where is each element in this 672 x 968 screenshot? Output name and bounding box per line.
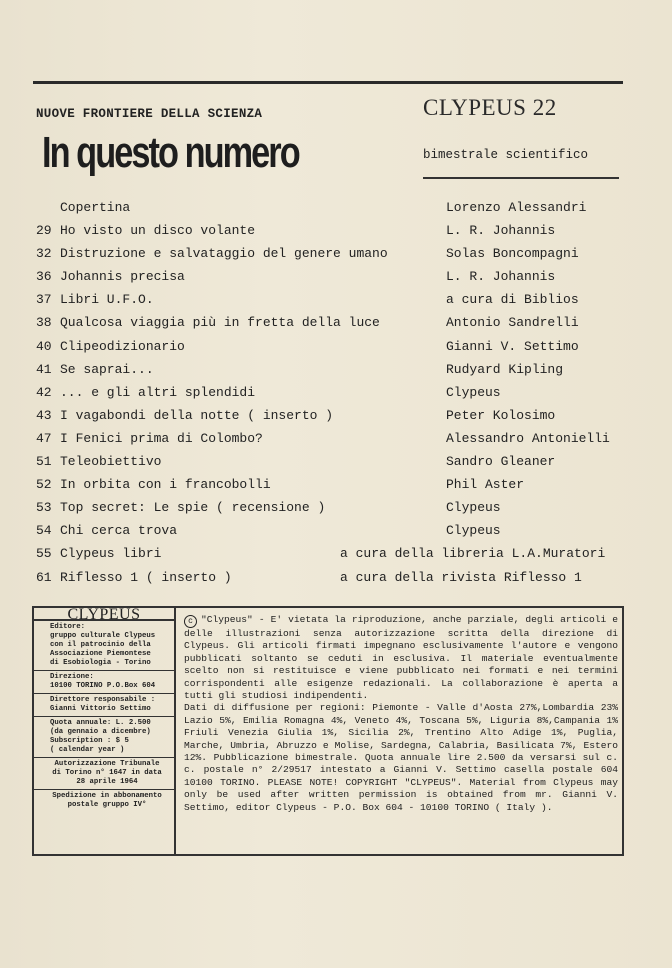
toc-author: Clypeus <box>446 523 501 539</box>
sidebar-line: di Esobiologia - Torino <box>50 659 151 667</box>
toc-page-number: 61 <box>36 569 52 585</box>
toc-author: Phil Aster <box>446 477 525 493</box>
toc-title: Se saprai... <box>60 361 154 377</box>
toc-title: Teleobiettivo <box>60 454 162 470</box>
sidebar-line: 10100 TORINO P.O.Box 604 <box>50 682 156 690</box>
table-of-contents <box>0 199 672 592</box>
toc-author: a cura della libreria L.A.Muratori <box>340 546 606 562</box>
toc-author: Rudyard Kipling <box>446 361 564 377</box>
section-title: NUOVE FRONTIERE DELLA SCIENZA <box>36 107 263 121</box>
toc-author: Gianni V. Settimo <box>446 338 579 354</box>
sidebar-line: gruppo culturale Clypeus <box>50 632 156 640</box>
toc-row <box>0 430 672 453</box>
toc-title: Distruzione e salvataggio del genere umano <box>60 246 388 262</box>
toc-page-number: 53 <box>36 500 52 516</box>
sidebar-line: Spedizione in abbonamento <box>52 792 162 800</box>
top-rule <box>33 81 623 84</box>
direction-block <box>34 670 174 693</box>
toc-page-number: 29 <box>36 223 52 239</box>
toc-page-number: 54 <box>36 523 52 539</box>
toc-author: Clypeus <box>446 384 501 400</box>
sidebar-line: Gianni Vittorio Settimo <box>50 705 151 713</box>
sidebar-line: ( calendar year ) <box>50 746 125 754</box>
toc-author: Peter Kolosimo <box>446 407 556 423</box>
toc-page-number: 32 <box>36 246 52 262</box>
toc-row <box>0 569 672 592</box>
toc-row <box>0 245 672 268</box>
toc-row <box>0 314 672 337</box>
sidebar-line: Autorizzazione Tribunale <box>54 760 160 768</box>
sidebar-line: postale gruppo IV° <box>67 801 147 809</box>
toc-row <box>0 199 672 222</box>
sidebar-line: con il patrocinio della <box>50 641 151 649</box>
toc-title: Riflesso 1 ( inserto ) <box>60 569 232 585</box>
sidebar-line: di Torino n° 1647 in data <box>52 769 162 777</box>
magazine-rule <box>423 177 619 179</box>
colophon-sidebar <box>34 608 176 854</box>
toc-title: Top secret: Le spie ( recensione ) <box>60 500 326 516</box>
toc-author: Antonio Sandrelli <box>446 315 579 331</box>
toc-row <box>0 291 672 314</box>
toc-page-number: 51 <box>36 454 52 470</box>
toc-row <box>0 476 672 499</box>
toc-author: L. R. Johannis <box>446 269 556 285</box>
editor-block <box>34 619 174 670</box>
sidebar-line: 28 aprile 1964 <box>76 778 138 786</box>
toc-page-number: 40 <box>36 338 52 354</box>
toc-row <box>0 407 672 430</box>
toc-title: Copertina <box>60 200 131 215</box>
toc-row <box>0 361 672 384</box>
toc-row <box>0 522 672 545</box>
sidebar-line: Direttore responsabile : <box>50 696 156 704</box>
toc-title: Clipeodizionario <box>60 338 185 354</box>
toc-author: a cura di Biblios <box>446 292 579 308</box>
toc-row <box>0 499 672 522</box>
toc-title: Clypeus libri <box>60 546 162 562</box>
sidebar-line: Direzione: <box>50 673 94 681</box>
toc-page-number: 55 <box>36 546 52 562</box>
toc-row <box>0 453 672 476</box>
toc-title: I Fenici prima di Colombo? <box>60 430 263 446</box>
magazine-subtitle: bimestrale scientifico <box>423 148 589 162</box>
sidebar-line: Quota annuale: L. 2.500 <box>50 719 151 727</box>
toc-title: Ho visto un disco volante <box>60 223 256 239</box>
toc-title: Qualcosa viaggia più in fretta della luce <box>60 315 380 331</box>
page-title: In questo numero <box>42 128 299 177</box>
toc-author: L. R. Johannis <box>446 223 556 239</box>
shipping-block <box>34 789 174 812</box>
toc-page-number: 52 <box>36 477 52 493</box>
toc-page-number: 47 <box>36 430 52 446</box>
toc-page-number: 38 <box>36 315 52 331</box>
toc-title: Libri U.F.O. <box>60 292 154 308</box>
subscription-block <box>34 716 174 757</box>
sidebar-line: Subscription : $ 5 <box>50 737 129 745</box>
sidebar-title: CLYPEUS <box>67 606 141 623</box>
director-block <box>34 693 174 716</box>
sidebar-line: Associazione Piemontese <box>50 650 151 658</box>
sidebar-line: Editore: <box>50 623 86 631</box>
toc-title: Johannis precisa <box>60 269 185 285</box>
toc-page-number: 41 <box>36 361 52 377</box>
toc-author: Clypeus <box>446 500 501 516</box>
toc-author: Solas Boncompagni <box>446 246 579 262</box>
toc-row <box>0 545 672 568</box>
sidebar-line: (da gennaio a dicembre) <box>50 728 151 736</box>
toc-title: In orbita con i francobolli <box>60 477 271 493</box>
toc-page-number: 37 <box>36 292 52 308</box>
toc-row <box>0 338 672 361</box>
toc-title: ... e gli altri splendidi <box>60 384 256 400</box>
toc-page-number: 36 <box>36 269 52 285</box>
toc-author: Sandro Gleaner <box>446 454 556 470</box>
copyright-notice <box>184 614 618 814</box>
toc-title: I vagabondi della notte ( inserto ) <box>60 407 334 423</box>
toc-author: Lorenzo Alessandri <box>446 200 587 215</box>
toc-author: Alessandro Antonielli <box>446 430 610 446</box>
magazine-title: CLYPEUS 22 <box>423 95 557 120</box>
copyright-icon: c <box>184 615 197 628</box>
toc-row <box>0 384 672 407</box>
toc-row <box>0 222 672 245</box>
toc-page-number: 42 <box>36 384 52 400</box>
authorization-block <box>34 757 174 789</box>
colophon-box <box>32 606 624 856</box>
toc-title: Chi cerca trova <box>60 523 178 539</box>
toc-author: a cura della rivista Riflesso 1 <box>340 569 582 585</box>
toc-page-number: 43 <box>36 407 52 423</box>
notice-text: "Clypeus" - E' vietata la riproduzione, anche parziale, degli articoli e delle illustrazioni senza autorizzazione scritta della direzione di Clypeus. Gli articoli firmati impegnano esclusivamente l'autore e vengono pubblicati soltanto se ceduti in esclusiva. Il materiale eventualmente scelto non si restituisce e viene pubblicato nei formati e nei termini corrispondenti alle esigenze redazionali. La collaborazione è aperta a tutti gli studiosi indipendenti. Dati di diffusione per regioni: Piemonte - Valle d'Aosta 27%,Lombardia 23% Lazio 5%, Emilia Romagna 4%, Veneto 4%, Toscana 5%, Liguria 8%,Campania 1% Friuli Venezia Giulia 1%, Sicilia 2%, Trentino Alto Adige 1%, Puglia, Marche, Umbria, Abruzzo e Molise, Sardegna, Calabria, Basilicata 7%, Estero 12%. Pubblicazione bimestrale. Quota annuale lire 2.500 da versarsi sul c. c. postale n° 2/29517 intestato a Gianni V. Settimo casella postale 604 10100 TORINO. PLEASE NOTE! COPYRIGHT "CLYPEUS". Material from Clypeus may only be used after written permission is obtained from mr. Gianni V. Settimo, editor Clypeus - P.O. Box 604 - 10100 TORINO ( Italy ). <box>184 614 618 813</box>
toc-row <box>0 268 672 291</box>
